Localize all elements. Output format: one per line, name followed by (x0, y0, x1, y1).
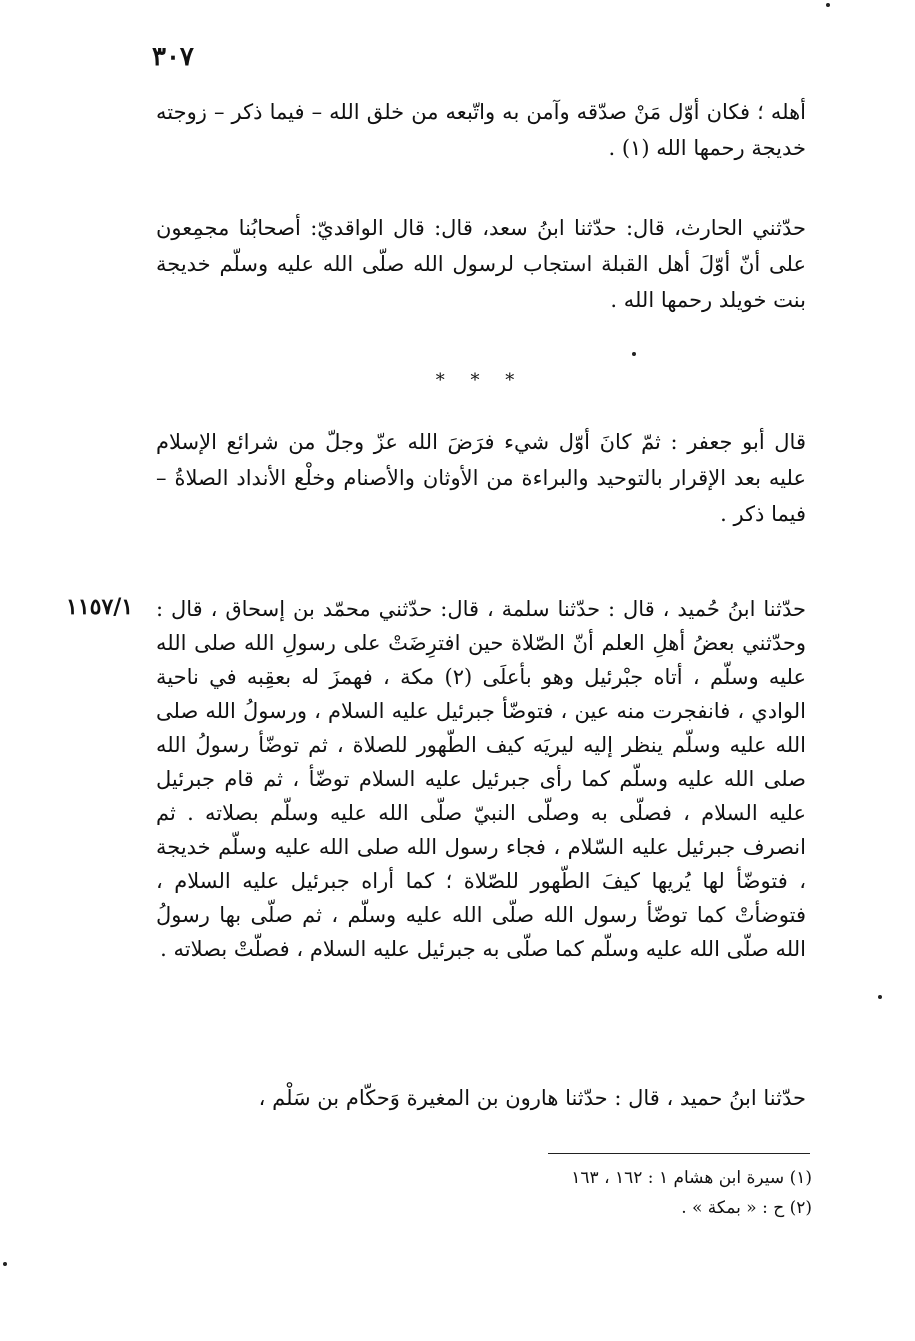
print-speck (826, 3, 830, 7)
paragraph-text: قال أبو جعفر : ثمّ كانَ أوّل شيء فرَضَ الله عزّ وجلّ من شرائع الإسلام عليه بعد الإقرار بالتوحيد والبراءة من الأوثان والأصنام وخلْع الأنداد الصلاةُ – فيما ذكر . (156, 430, 806, 527)
paragraph-text: أهله ؛ فكان أوّل مَنْ صدّقه وآمن به واتّبعه من خلق الله – فيما ذكر – زوجته خديجة رحمها الله (١) . (156, 100, 806, 161)
footnotes (440, 1164, 812, 1224)
margin-reference: ١١٥٧/١ (66, 594, 134, 620)
paragraph-1 (156, 94, 806, 166)
footnote-2: (٢) ح : « بمكة » . (681, 1197, 812, 1218)
paragraph-5 (156, 1080, 806, 1116)
footnote-1: (١) سيرة ابن هشام ١ : ١٦٢ ، ١٦٣ (571, 1168, 812, 1188)
paragraph-4 (156, 592, 806, 966)
print-speck (632, 352, 636, 356)
paragraph-2 (156, 210, 806, 318)
print-speck (3, 1262, 7, 1266)
paragraph-text: حدّثنا ابنُ حميد ، قال : حدّثنا هارون بن المغيرة وَحكّام بن سَلْم ، (258, 1086, 806, 1110)
paragraph-3 (156, 424, 806, 532)
section-separator: * * * (435, 370, 525, 391)
page-number: ٣٠٧ (152, 42, 194, 72)
footnote-divider (548, 1153, 810, 1154)
paragraph-text: حدّثني الحارث، قال: حدّثنا ابنُ سعد، قال: قال الواقديّ: أصحابُنا مجمِعون على أنّ أوّلَ أهل القبلة استجاب لرسول الله صلّى الله عليه وسلّم خديجة بنت خويلد رحمها الله . (156, 216, 806, 313)
print-speck (878, 995, 882, 999)
paragraph-text: حدّثنا ابنُ حُميد ، قال : حدّثنا سلمة ، قال: حدّثني محمّد بن إسحاق ، قال : وحدّثني بعضُ أهلِ العلم أنّ الصّلاة حين افترِضَتْ على رسولِ الله صلى الله عليه وسلّم ، أتاه جبْرئيل وهو بأعلَى (٢) مكة ، فهمزَ له بعقِبه في ناحية الوادي ، فانفجرت منه عين ، فتوضّأ جبرئيل عليه السلام ، ورسولُ الله صلى الله عليه وسلّم ينظر إليه ليريَه كيف الطّهور للصلاة ، ثم توضّأ رسولُ الله صلى الله عليه وسلّم كما رأى جبرئيل عليه السلام توضّأ ، ثم قام جبرئيل عليه السلام ، فصلّى به وصلّى النبيّ صلّى الله عليه وسلّم بصلاته . ثم انصرف جبرئيل عليه السّلام ، فجاء رسول الله صلى الله عليه وسلّم خديجة ، فتوضّأ لها يُريها كيفَ الطّهور للصّلاة ؛ كما أراه جبرئيل عليه السلام ، فتوضأتْ كما توضّأ رسول الله صلّى الله عليه وسلّم ، ثم صلّى بها رسولُ الله صلّى الله عليه وسلّم كما صلّى به جبرئيل عليه السلام ، فصلّتْ بصلاته . (156, 597, 806, 962)
